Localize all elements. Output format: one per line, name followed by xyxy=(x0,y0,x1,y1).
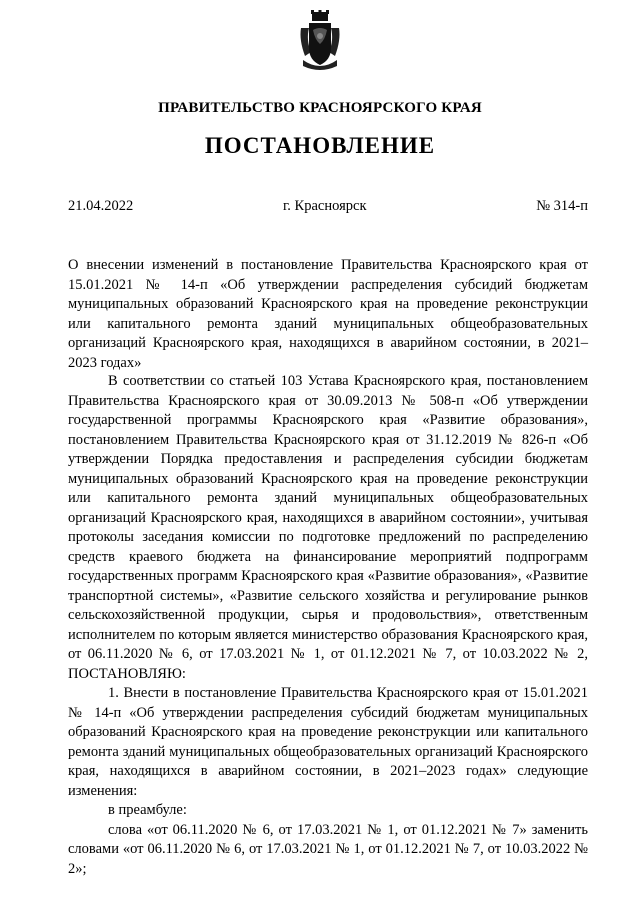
document-subject: О внесении изменений в постановление Правительства Красноярского края от 15.01.2021 № 14-п «Об утверждении распределения субсидий бюджетам муниципальных образований Красноярского края на проведение реконструкции или капитального ремонта зданий муниципальных общеобразовательных организаций Красноярского края, находящихся в аварийном состоянии, в 2021–2023 годах» xyxy=(68,257,588,371)
krasnoyarsk-coat-of-arms-icon xyxy=(297,10,343,72)
government-title: ПРАВИТЕЛЬСТВО КРАСНОЯРСКОГО КРАЯ xyxy=(158,100,482,116)
document-city: г. Красноярск xyxy=(283,198,367,214)
document-meta xyxy=(68,198,588,218)
document-type-title: ПОСТАНОВЛЕНИЕ xyxy=(204,133,436,158)
document-number: № 314-п xyxy=(536,198,588,214)
item-1-paragraph: 1. Внести в постановление Правительства Красноярского края от 15.01.2021 № 14-п «Об утверждении распределения субсидий бюджетам муниципальных образований Красноярского края на проведение реконструкции или капитального ремонта зданий муниципальных общеобразовательных организаций Красноярского края, находящихся в аварийном состоянии, в 2021–2023 годах» следующие изменения: xyxy=(68,685,588,799)
words-replace-paragraph: слова «от 06.11.2020 № 6, от 17.03.2021 № 1, от 01.12.2021 № 7» заменить словами «от 06.11.2020 № 6, от 17.03.2021 № 1, от 01.12.2021 № 7, от 10.03.2022 № 2»; xyxy=(68,821,588,877)
in-preamble-line: в преамбуле: xyxy=(108,802,187,818)
document-date: 21.04.2022 xyxy=(68,198,134,214)
preamble-paragraph: В соответствии со статьей 103 Устава Красноярского края, постановлением Правительства Красноярского края от 30.09.2013 № 508-п «Об утверждении государственной программы Красноярского края «Развитие образования», постановлением Правительства Красноярского края от 31.12.2019 № 826-п «Об утверждении Порядка предоставления и распределения субсидии бюджетам муниципальных образований Красноярского края на проведение реконструкции или капитального ремонта зданий муниципальных общеобразовательных организаций Красноярского края, находящихся в аварийном состоянии», учитывая протоколы заседания комиссии по подготовке предложений по распределению средств краевого бюджета на финансирование мероприятий подпрограмм государственных программ Красноярского края «Развитие образования», «Развитие транспортной системы», «Развитие сельского хозяйства и регулирование рынков сельскохозяйственной продукции, сырья и продовольствия», ответственным исполнителем по которым является министерство образования Красноярского края, от 06.11.2020 № 6, от 17.03.2021 № 1, от 01.12.2021 № 7, от 10.03.2022 № 2, ПОСТАНОВЛЯЮ: xyxy=(68,373,588,682)
document-body xyxy=(68,372,588,879)
